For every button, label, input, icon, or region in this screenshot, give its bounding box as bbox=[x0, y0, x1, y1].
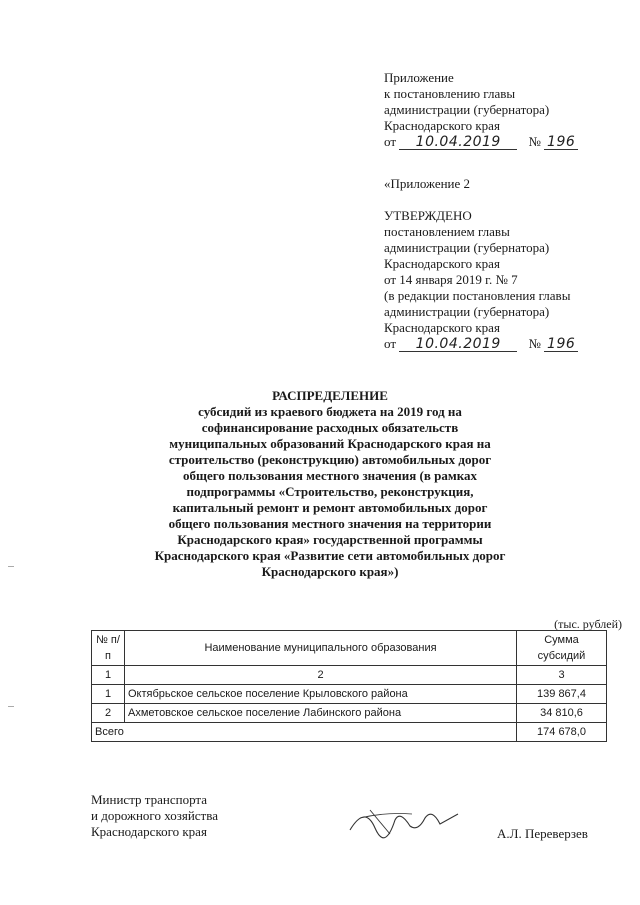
appendix-header-line: Приложение bbox=[384, 70, 454, 85]
title-heading: РАСПРЕДЕЛЕНИЕ bbox=[272, 388, 388, 403]
subsidy-table bbox=[91, 630, 607, 742]
row-name: Ахметовское сельское поселение Лабинского района bbox=[125, 704, 517, 723]
handwritten-signature bbox=[340, 800, 460, 840]
title-line: Краснодарского края «Развитие сети автомобильных дорог bbox=[154, 548, 506, 563]
position-line: Краснодарского края bbox=[91, 824, 207, 839]
row-sum: 139 867,4 bbox=[517, 685, 607, 704]
approved-block bbox=[384, 208, 624, 352]
header-num: № п/п bbox=[92, 631, 125, 666]
total-sum: 174 678,0 bbox=[517, 723, 607, 742]
header-name: Наименование муниципального образования bbox=[125, 631, 517, 666]
scan-margin-mark bbox=[8, 566, 14, 567]
approved-line: от 14 января 2019 г. № 7 bbox=[384, 272, 518, 287]
approved-line: (в редакции постановления главы bbox=[384, 288, 571, 303]
handwritten-date: 10.04.2019 bbox=[399, 135, 517, 150]
appendix-header-line: к постановлению главы bbox=[384, 86, 516, 101]
date-prefix: от bbox=[384, 134, 397, 149]
title-line: подпрограммы «Строительство, реконструкция, bbox=[186, 484, 474, 499]
signatory-name: А.Л. Переверзев bbox=[497, 826, 588, 841]
scan-margin-mark bbox=[8, 706, 14, 707]
table-header-row bbox=[92, 631, 607, 666]
approved-line: администрации (губернатора) bbox=[384, 240, 550, 255]
date-prefix: от bbox=[384, 336, 397, 351]
handwritten-number: 196 bbox=[544, 337, 578, 352]
handwritten-number: 196 bbox=[544, 135, 578, 150]
handwritten-date: 10.04.2019 bbox=[399, 337, 517, 352]
title-line: строительство (реконструкцию) автомобильных дорог bbox=[168, 452, 492, 467]
approved-title: УТВЕРЖДЕНО bbox=[384, 208, 472, 223]
row-sum: 34 810,6 bbox=[517, 704, 607, 723]
row-num: 2 bbox=[92, 704, 125, 723]
position-line: и дорожного хозяйства bbox=[91, 808, 218, 823]
appendix-header-line: администрации (губернатора) bbox=[384, 102, 550, 117]
title-line: Краснодарского края») bbox=[261, 564, 399, 579]
row-num: 1 bbox=[92, 685, 125, 704]
title-line: общего пользования местного значения (в рамках bbox=[183, 468, 477, 483]
index-cell: 3 bbox=[517, 666, 607, 685]
approved-line: постановлением главы bbox=[384, 224, 510, 239]
appendix-header bbox=[384, 70, 624, 150]
position-line: Министр транспорта bbox=[91, 792, 208, 807]
signatory-position bbox=[91, 792, 311, 840]
title-line: общего пользования местного значения на территории bbox=[168, 516, 492, 531]
index-cell: 2 bbox=[125, 666, 517, 685]
appendix-header-line: Краснодарского края bbox=[384, 118, 500, 133]
appendix2-text: «Приложение 2 bbox=[384, 176, 471, 191]
approved-line: администрации (губернатора) bbox=[384, 304, 550, 319]
number-prefix: № bbox=[528, 134, 541, 149]
document-title bbox=[140, 388, 520, 580]
total-label: Всего bbox=[92, 723, 517, 742]
header-sum: Сумма субсидий bbox=[517, 631, 607, 666]
appendix2-label bbox=[384, 176, 624, 192]
approved-line: Краснодарского края bbox=[384, 256, 500, 271]
title-line: Краснодарского края» государственной программы bbox=[177, 532, 483, 547]
row-name: Октябрьское сельское поселение Крыловского района bbox=[125, 685, 517, 704]
units-label: (тыс. рублей) bbox=[554, 617, 622, 631]
title-line: субсидий из краевого бюджета на 2019 год на bbox=[198, 404, 462, 419]
table-row bbox=[92, 704, 607, 723]
index-cell: 1 bbox=[92, 666, 125, 685]
number-prefix: № bbox=[528, 336, 541, 351]
approved-line: Краснодарского края bbox=[384, 320, 500, 335]
approved-date-line bbox=[384, 336, 624, 352]
table-total-row bbox=[92, 723, 607, 742]
title-line: капитальный ремонт и ремонт автомобильных дорог bbox=[172, 500, 488, 515]
table-index-row bbox=[92, 666, 607, 685]
title-line: муниципальных образований Краснодарского края на bbox=[169, 436, 491, 451]
appendix-date-line bbox=[384, 134, 624, 150]
title-line: софинансирование расходных обязательств bbox=[201, 420, 459, 435]
table-row bbox=[92, 685, 607, 704]
